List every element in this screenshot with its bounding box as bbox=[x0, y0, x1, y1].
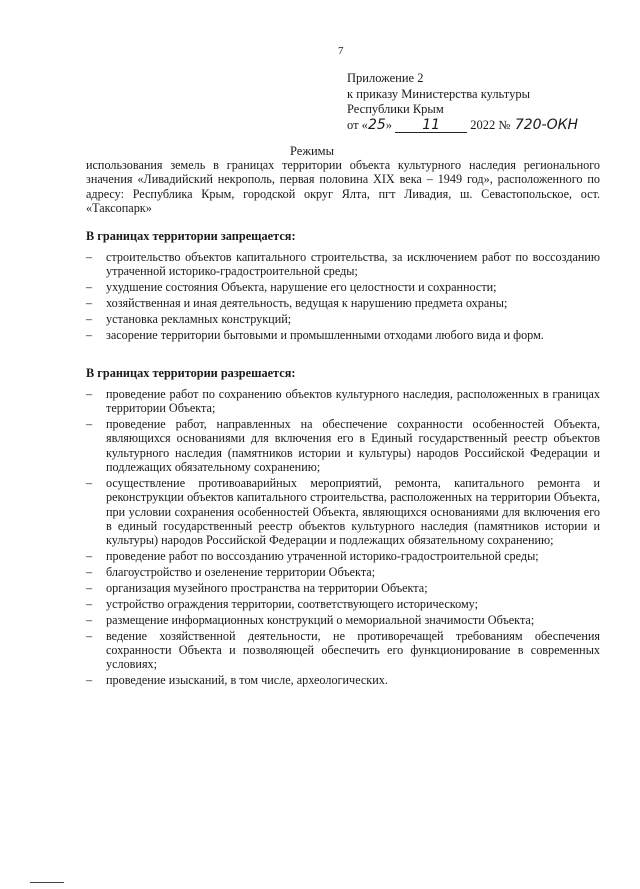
list-item: – размещение информационных конструкций о мемориальной значимости Объекта; bbox=[86, 612, 535, 627]
date-mid: » bbox=[385, 117, 393, 132]
list-item: – строительство объектов капитального строительства, за исключением работ по воссозданию утраченной историко-градостроительной среды; bbox=[86, 250, 600, 279]
page-number: 7 bbox=[338, 45, 344, 57]
prohibited-list bbox=[86, 250, 600, 342]
allowed-section bbox=[86, 366, 600, 689]
appendix-header bbox=[347, 71, 579, 133]
list-item: – хозяйственная и иная деятельность, ведущая к нарушению предмета охраны; bbox=[86, 296, 508, 311]
handwritten-number: 720-ОКН bbox=[514, 116, 579, 133]
list-item: – организация музейного пространства на территории Объекта; bbox=[86, 580, 428, 595]
date-prefix: от « bbox=[347, 117, 368, 132]
prohibited-heading: В границах территории запрещается: bbox=[86, 229, 296, 243]
list-item: – проведение работ по воссозданию утраченной историко-градостроительной среды; bbox=[86, 549, 539, 564]
list-item: – благоустройство и озеленение территории Объекта; bbox=[86, 564, 376, 579]
appendix-republic: Республики Крым bbox=[347, 102, 444, 116]
list-item: – устройство ограждения территории, соответствующего историческому; bbox=[86, 596, 478, 611]
appendix-order-ref: к приказу Министерства культуры bbox=[347, 86, 530, 101]
list-item: – установка рекламных конструкций; bbox=[86, 311, 292, 326]
handwritten-month: 11 bbox=[395, 118, 467, 133]
footer-rule bbox=[30, 882, 64, 883]
date-year: 2022 № bbox=[470, 117, 511, 132]
list-item: – осуществление противоаварийных мероприятий, ремонта, капитального ремонта и реконструкции объектов капитального строительства, расположенных на территории Объекта, при условии сохранения особенностей Объекта, являющихся основаниями для включения его в единый государственный реестр объектов культурного наследия (памятников истории и культуры) народов Российской Федерации и подлежащих обязательному сохранению; bbox=[86, 475, 600, 548]
list-item: – проведение работ по сохранению объектов культурного наследия, расположенных в границах территории Объекта; bbox=[86, 387, 600, 416]
list-item: – проведение работ, направленных на обеспечение сохранности особенностей Объекта, являющихся основаниями для включения его в Единый государственный реестр объектов культурного наследия (памятников истории и культуры) народов Российской Федерации и подлежащих обязательному сохранению; bbox=[86, 417, 600, 475]
list-item: – ухудшение состояния Объекта, нарушение его целостности и сохранности; bbox=[86, 280, 497, 295]
allowed-list bbox=[86, 387, 600, 687]
prohibited-section bbox=[86, 229, 600, 344]
appendix-title: Приложение 2 bbox=[347, 71, 424, 85]
list-item: – засорение территории бытовыми и промышленными отходами любого вида и форм. bbox=[86, 327, 544, 342]
handwritten-day: 25 bbox=[367, 116, 386, 133]
intro-paragraph: использования земель в границах территории объекта культурного наследия регионального значения «Ливадийский некрополь, первая половина XIX века – 1949 год», расположенного по адресу: Республика Крым, городской округ Ялта, пгт Ливадия, ш. Севастопольское, ост. «Таксопарк» bbox=[86, 158, 600, 216]
allowed-heading: В границах территории разрешается: bbox=[86, 366, 296, 380]
list-item: – ведение хозяйственной деятельности, не противоречащей требованиям обеспечения сохранности Объекта и позволяющей обеспечить его функционирование в современных условиях; bbox=[86, 628, 600, 672]
list-item: – проведение изысканий, в том числе, археологических. bbox=[86, 672, 388, 687]
document-title: Режимы bbox=[290, 144, 334, 158]
appendix-date-line bbox=[347, 118, 579, 134]
